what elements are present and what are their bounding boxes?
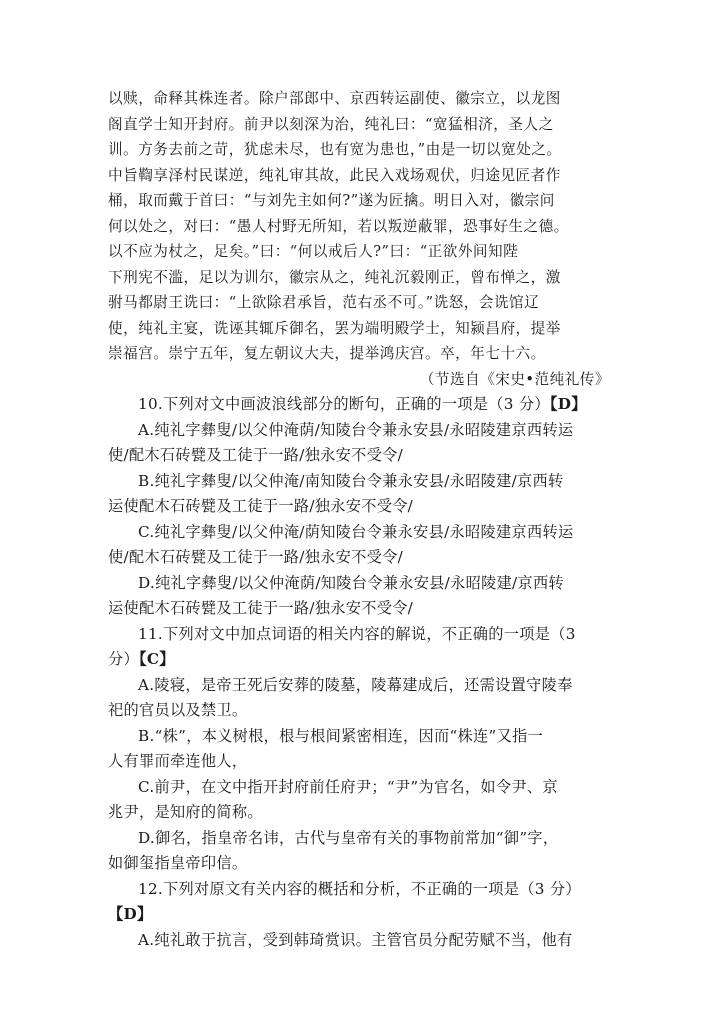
passage-line: 桶，取而戴于首曰：“与刘先主如何?”遂为匠擒。明日入对，徽宗问 [108, 192, 555, 209]
option-d-line-1: D.纯礼字彝叟/以父仲淹荫/知陵台令兼永安县/永昭陵建/京西转 [138, 573, 564, 592]
passage-line: 崇福宫。崇宁五年，复左朝议大夫，提举鸿庆宫。卒，年七十六。 [108, 345, 546, 362]
passage-line: 下刑宪不滥，足以为训尔，徽宗从之，纯礼沉毅刚正，曾布惮之，激 [108, 268, 561, 286]
passage-line: 何以处之，对曰：“愚人村野无所知，若以叛逆蔽罪，恐事好生之德。 [108, 217, 569, 235]
passage-text [108, 86, 614, 392]
question-stem: 12.下列对原文有关内容的概括和分析，不正确的一项是（3 分） [138, 879, 581, 898]
option-d-line-1: D.御名，指皇帝名讳，古代与皇帝有关的事物前常加“御”字， [138, 828, 559, 847]
passage-line: 以不应为杖之，足矣。”曰：“何以戒后人?”曰：“正欲外间知陛 [108, 243, 519, 260]
answer-key: 【D】 [549, 395, 587, 413]
option-c-line-2: 使/配木石砖甓及工徒于一路/独永安不受令/ [108, 548, 404, 566]
passage-source: （节选自《宋史•范纯礼传》 [419, 370, 610, 388]
passage-line: 使，纯礼主宴，诜诬其辄斥御名，罢为端明殿学士，知颍昌府，提举 [108, 319, 561, 337]
option-a-line-1: A.纯礼敢于抗言，受到韩琦赏识。主管官员分配劳赋不当，他有 [138, 930, 573, 949]
question-stem: 11.下列对文中加点词语的相关内容的解说，不正确的一项是（3 [138, 624, 576, 643]
option-a-line-2: 祀的官员以及禁卫。 [108, 701, 248, 719]
passage-line: 驸马都尉王诜曰：“上欲除君承旨，范右丞不可。”诜怒，会诜馆辽 [108, 294, 540, 311]
question-stem-text: 10.下列对文中画波浪线部分的断句，正确的一项是（3 分） [138, 395, 550, 413]
question-stem-text: 分） [108, 650, 139, 668]
option-a-line-1: A.陵寝，是帝王死后安葬的陵墓，陵幕建成后，还需设置守陵奉 [138, 675, 573, 694]
option-c-line-1: C.纯礼字彝叟/以父仲淹/荫知陵台令兼永安县/永昭陵建京西转运 [138, 522, 574, 541]
answer-key: 【D】 [108, 905, 153, 923]
passage-line: 中旨鞫享泽村民谋逆，纯礼审其故，此民入戏场观伏，归途见匠者作 [108, 166, 561, 184]
option-c-line-2: 兆尹，是知府的简称。 [108, 803, 263, 821]
question-stem-continued [108, 647, 614, 673]
answer-key: 【C】 [138, 650, 175, 668]
option-b-line-2: 运使配木石砖甓及工徒于一路/独永安不受令/ [108, 497, 414, 515]
option-a-line-2: 使/配木石砖甓及工徒于一路/独永安不受令/ [108, 446, 404, 464]
document-page [108, 86, 614, 953]
passage-line: 以赎，命释其株连者。除户部郎中、京西转运副使、徽宗立，以龙图 [108, 90, 561, 107]
option-b-line-2: 人有罪而牵连他人， [108, 752, 248, 770]
option-b-line-1: B.纯礼字彝叟/以父仲淹/南知陵台令兼永安县/永昭陵建/京西转 [138, 471, 564, 490]
question-10 [108, 392, 614, 622]
option-d-line-2: 如御玺指皇帝印信。 [108, 854, 248, 872]
option-c-line-1: C.前尹，在文中指开封府前任府尹；“尹”为官名，如令尹、京 [138, 777, 558, 796]
passage-line: 阁直学士知开封府。前尹以刻深为治，纯礼曰：“宽猛相济，圣人之 [108, 115, 554, 133]
option-a-line-1: A.纯礼字彝叟/以父仲淹荫/知陵台令兼永安县/永昭陵建京西转运 [138, 420, 574, 439]
question-12 [108, 877, 614, 954]
option-b-line-1: B.“株”，本义树根，根与根间紧密相连，因而“株连”又指一 [138, 726, 544, 745]
option-d-line-2: 运使配木石砖甓及工徒于一路/独永安不受令/ [108, 599, 414, 617]
question-11 [108, 622, 614, 877]
passage-line: 训。方务去前之苛，犹虑未尽，也有宽为患也，”由是一切以宽处之。 [108, 141, 562, 158]
question-stem [108, 392, 614, 418]
